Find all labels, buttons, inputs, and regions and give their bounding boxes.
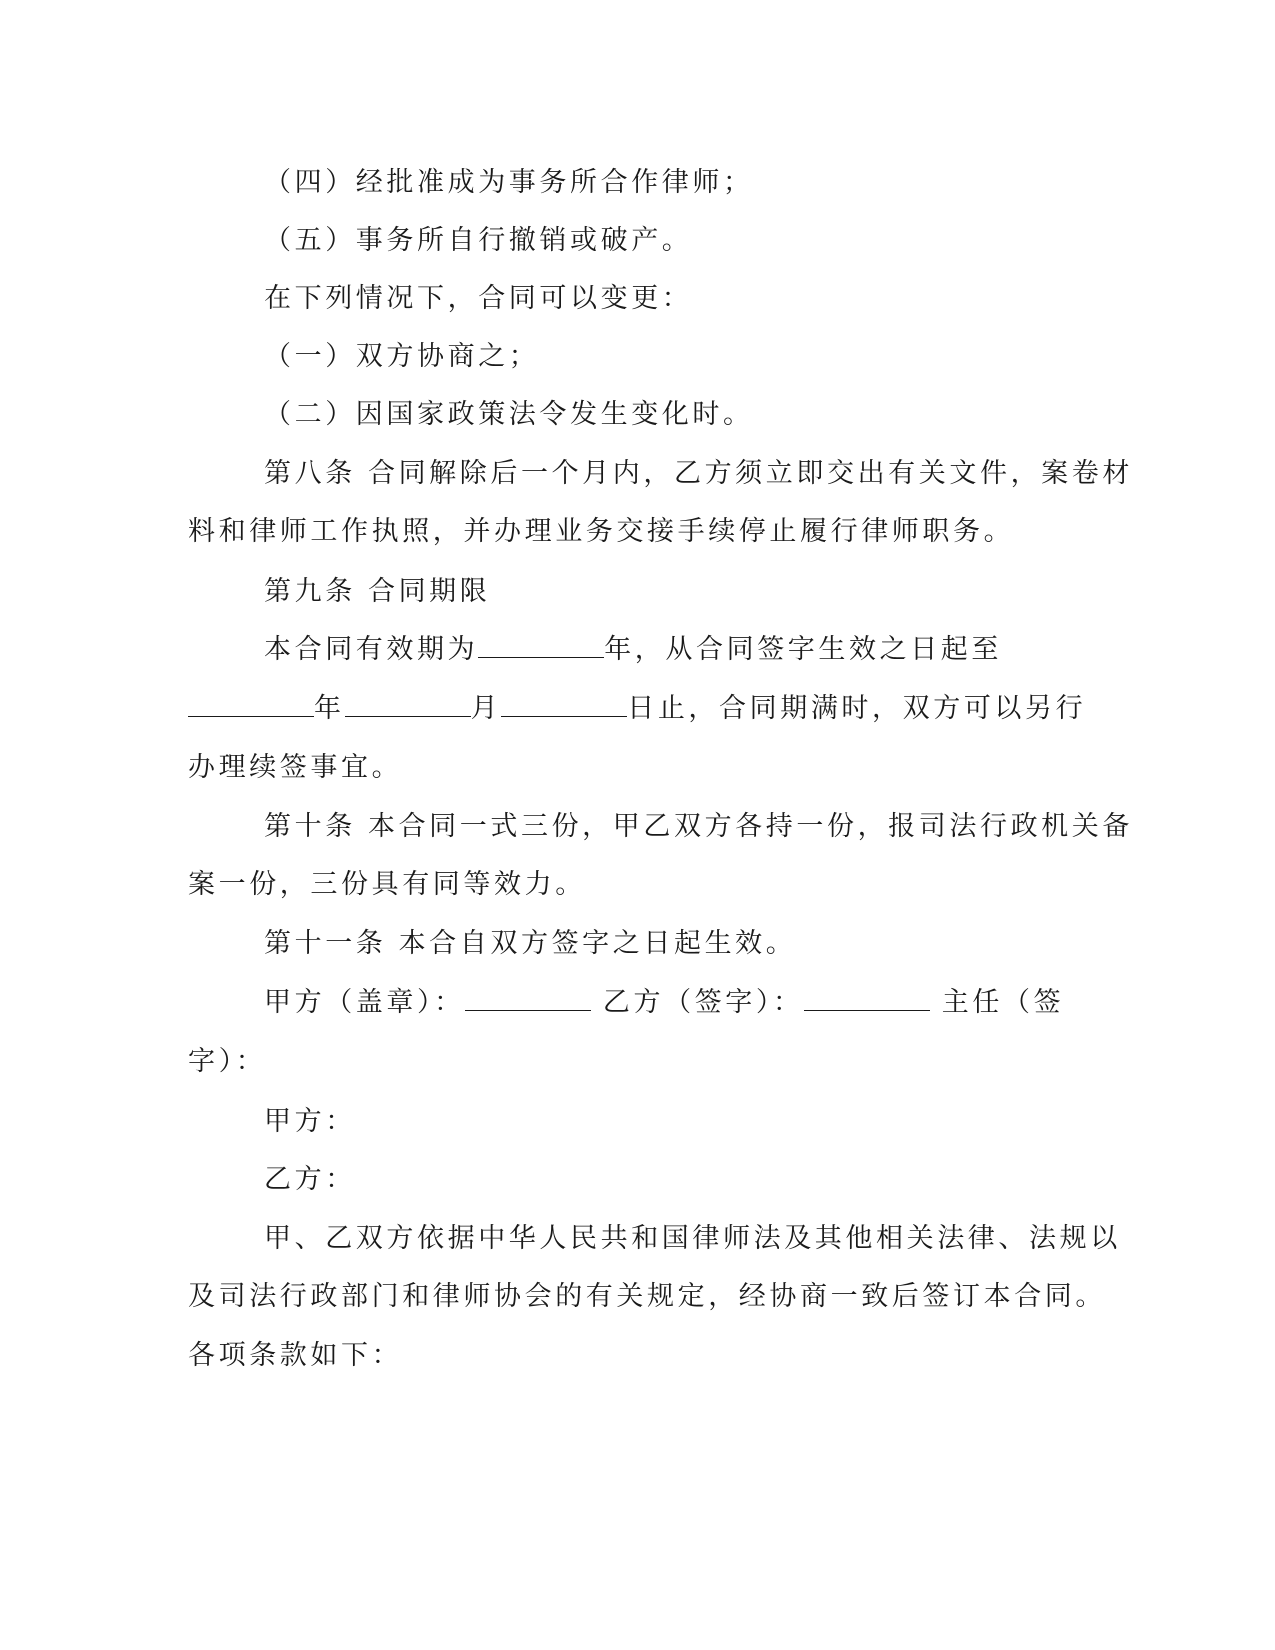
party-a-seal-label: 甲方（盖章）： — [264, 987, 465, 1018]
expiry-suffix: 日止，合同期满时，双方可以另行 — [627, 693, 1087, 724]
director-sign-label: 主任（签 — [941, 987, 1065, 1018]
term-years-blank — [478, 631, 604, 658]
clause-item-5: （五）事务所自行撤销或破产。 — [264, 225, 693, 256]
renewal-line: 办理续签事宜。 — [188, 752, 403, 783]
article-10-line-1: 第十条 本合同一式三份，甲乙双方各持一份，报司法行政机关备 — [264, 811, 1133, 842]
change-conditions-heading: 在下列情况下，合同可以变更： — [264, 283, 693, 314]
article-8-line-2: 料和律师工作执照，并办理业务交接手续停止履行律师职务。 — [188, 516, 1015, 547]
article-10-line-2: 案一份，三份具有同等效力。 — [188, 869, 586, 900]
preamble-line-2: 及司法行政部门和律师协会的有关规定，经协商一致后签订本合同。 — [188, 1281, 1106, 1312]
clause-item-4: （四）经批准成为事务所合作律师； — [264, 167, 754, 198]
change-item-1: （一）双方协商之； — [264, 341, 540, 372]
article-9-heading: 第九条 合同期限 — [264, 576, 491, 607]
preamble-line-3: 各项条款如下： — [188, 1340, 403, 1371]
term-prefix: 本合同有效期为 — [264, 634, 479, 665]
article-8-line-1: 第八条 合同解除后一个月内，乙方须立即交出有关文件，案卷材 — [264, 458, 1133, 489]
party-a-seal-blank — [465, 984, 591, 1011]
expiry-year-blank — [188, 690, 314, 717]
article-11: 第十一条 本合自双方签字之日起生效。 — [264, 928, 797, 959]
signature-line — [264, 983, 1064, 1023]
month-label: 月 — [470, 693, 502, 724]
signature-line-cont: 字）： — [188, 1046, 267, 1077]
party-a-label: 甲方： — [264, 1106, 356, 1137]
contract-term-line — [264, 630, 1002, 670]
expiry-date-line — [188, 689, 1086, 729]
party-b-label: 乙方： — [264, 1164, 356, 1195]
expiry-month-blank — [345, 690, 471, 717]
term-suffix: 年，从合同签字生效之日起至 — [604, 634, 1003, 665]
year-label: 年 — [314, 693, 345, 724]
party-b-sign-label: 乙方（签字）： — [602, 987, 804, 1018]
change-item-2: （二）因国家政策法令发生变化时。 — [264, 399, 754, 430]
preamble-line-1: 甲、乙双方依据中华人民共和国律师法及其他相关法律、法规以 — [264, 1223, 1121, 1254]
expiry-day-blank — [501, 690, 627, 717]
party-b-sign-blank — [804, 984, 930, 1011]
